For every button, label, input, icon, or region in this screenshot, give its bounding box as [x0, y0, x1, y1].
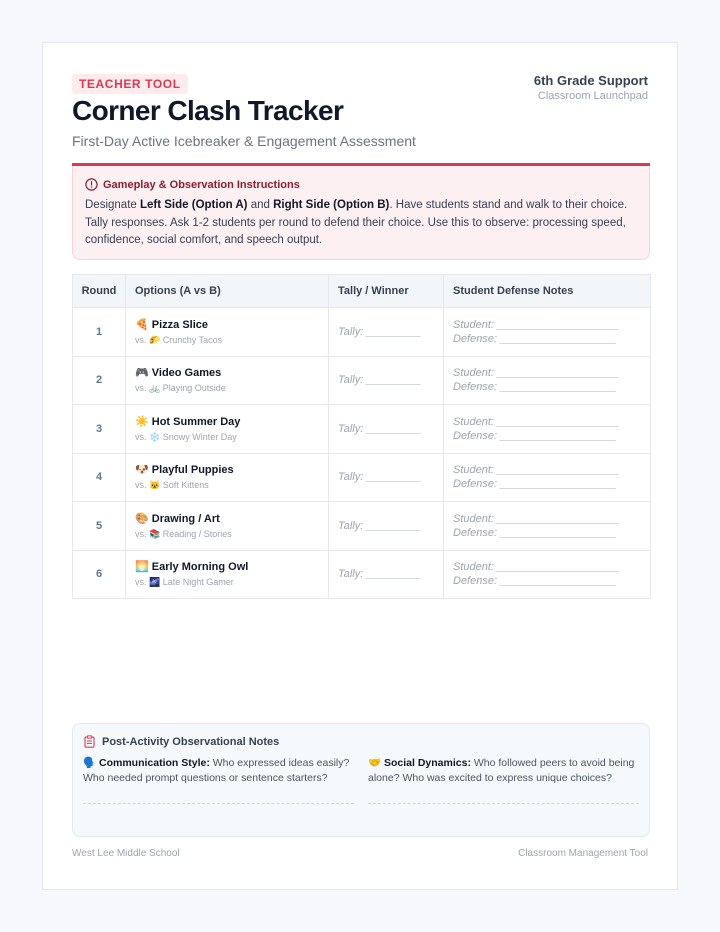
- col-header-round: Round: [73, 275, 126, 308]
- post-notes-heading-text: Post-Activity Observational Notes: [102, 735, 280, 748]
- defense-field[interactable]: Defense: ___________________: [453, 478, 617, 491]
- option-a: ☀️ Hot Summer Day: [135, 415, 241, 428]
- table-row: [73, 453, 651, 502]
- options-cell: [126, 502, 329, 551]
- student-field[interactable]: Student: ____________________: [453, 512, 620, 525]
- post-activity-notes: [72, 723, 650, 837]
- option-a: 🐶 Playful Puppies: [135, 464, 234, 477]
- option-b: vs. 📚 Reading / Stories: [135, 528, 232, 539]
- left-side-label: Left Side (Option A): [139, 199, 248, 211]
- notes-cell[interactable]: [444, 405, 651, 454]
- worksheet-page: [42, 42, 678, 890]
- col-header-options: Options (A vs B): [126, 275, 329, 308]
- info-circle-icon: [85, 178, 98, 191]
- instructions-heading: [85, 178, 637, 191]
- student-field[interactable]: Student: ____________________: [453, 318, 620, 331]
- social-writing-line[interactable]: [368, 803, 639, 804]
- tally-field[interactable]: Tally: _________: [338, 325, 422, 338]
- defense-field[interactable]: Defense: ___________________: [453, 332, 617, 345]
- tally-field[interactable]: Tally: _________: [338, 374, 422, 387]
- tally-field[interactable]: Tally: _________: [338, 519, 422, 532]
- option-a: 🎮 Video Games: [135, 367, 222, 380]
- defense-field[interactable]: Defense: ___________________: [453, 429, 617, 442]
- student-field[interactable]: Student: ____________________: [453, 464, 620, 477]
- instructions-panel: [72, 166, 650, 260]
- table-row: [73, 308, 651, 357]
- tally-field[interactable]: Tally: _________: [338, 471, 422, 484]
- page-title: Corner Clash Tracker: [72, 95, 344, 126]
- option-b: vs. 🐱 Soft Kittens: [135, 480, 209, 491]
- round-number: 1: [73, 308, 126, 357]
- right-side-label: Right Side (Option B): [273, 199, 390, 211]
- table-row: [73, 550, 651, 599]
- table-row: [73, 405, 651, 454]
- tally-field[interactable]: Tally: _________: [338, 422, 422, 435]
- option-a: 🍕 Pizza Slice: [135, 318, 209, 331]
- tally-cell[interactable]: [329, 356, 444, 405]
- social-dynamics-prompt: 🤝 Social Dynamics: Who followed peers to avoid being alone? Who was excited to express unique choices?: [368, 757, 635, 784]
- defense-field[interactable]: Defense: ___________________: [453, 575, 617, 588]
- tally-cell[interactable]: [329, 453, 444, 502]
- page-subtitle: First-Day Active Icebreaker & Engagement Assessment: [72, 133, 416, 149]
- grade-label: 6th Grade Support: [533, 73, 648, 88]
- round-number: 5: [73, 502, 126, 551]
- options-cell: [126, 356, 329, 405]
- col-header-tally: Tally / Winner: [329, 275, 444, 308]
- teacher-tool-badge: TEACHER TOOL: [72, 74, 188, 94]
- launchpad-label: Classroom Launchpad: [537, 90, 648, 102]
- round-number: 3: [73, 405, 126, 454]
- footer-tool: Classroom Management Tool: [518, 848, 648, 859]
- option-a: 🎨 Drawing / Art: [135, 512, 220, 525]
- tally-cell[interactable]: [329, 550, 444, 599]
- instructions-text: Designate Left Side (Option A) and Right Side (Option B). Have students stand and walk to their choice. Tally responses. Ask 1-2 students per round to defend their choice. Use this to observe: processing speed, confidence, social comfort, and speech output.: [85, 199, 628, 246]
- notes-cell[interactable]: [444, 453, 651, 502]
- tally-cell[interactable]: [329, 405, 444, 454]
- footer-school: West Lee Middle School: [72, 848, 180, 859]
- option-b: vs. 🚲 Playing Outside: [135, 383, 226, 394]
- tracker-table: [72, 274, 650, 599]
- col-header-notes: Student Defense Notes: [444, 275, 651, 308]
- options-cell: [126, 308, 329, 357]
- post-notes-heading: [83, 735, 639, 748]
- communication-style-prompt: 🗣️ Communication Style: Who expressed ideas easily? Who needed prompt questions or sentence starters?: [83, 757, 350, 784]
- tally-field[interactable]: Tally: _________: [338, 568, 422, 581]
- option-b: vs. 🌌 Late Night Gamer: [135, 577, 234, 588]
- clipboard-icon: [83, 735, 96, 748]
- options-cell: [126, 405, 329, 454]
- instructions-heading-text: Gameplay & Observation Instructions: [103, 178, 300, 191]
- table-row: [73, 356, 651, 405]
- student-field[interactable]: Student: ____________________: [453, 561, 620, 574]
- defense-field[interactable]: Defense: ___________________: [453, 526, 617, 539]
- defense-field[interactable]: Defense: ___________________: [453, 381, 617, 394]
- round-number: 6: [73, 550, 126, 599]
- communication-writing-line[interactable]: [83, 803, 354, 804]
- option-a: 🌅 Early Morning Owl: [135, 561, 249, 574]
- tally-cell[interactable]: [329, 308, 444, 357]
- notes-cell[interactable]: [444, 356, 651, 405]
- option-b: vs. ❄️ Snowy Winter Day: [135, 431, 237, 442]
- tally-cell[interactable]: [329, 502, 444, 551]
- round-number: 2: [73, 356, 126, 405]
- notes-cell[interactable]: [444, 550, 651, 599]
- option-b: vs. 🌮 Crunchy Tacos: [135, 334, 223, 345]
- notes-cell[interactable]: [444, 502, 651, 551]
- options-cell: [126, 453, 329, 502]
- table-row: [73, 502, 651, 551]
- round-number: 4: [73, 453, 126, 502]
- student-field[interactable]: Student: ____________________: [453, 415, 620, 428]
- notes-cell[interactable]: [444, 308, 651, 357]
- options-cell: [126, 550, 329, 599]
- student-field[interactable]: Student: ____________________: [453, 367, 620, 380]
